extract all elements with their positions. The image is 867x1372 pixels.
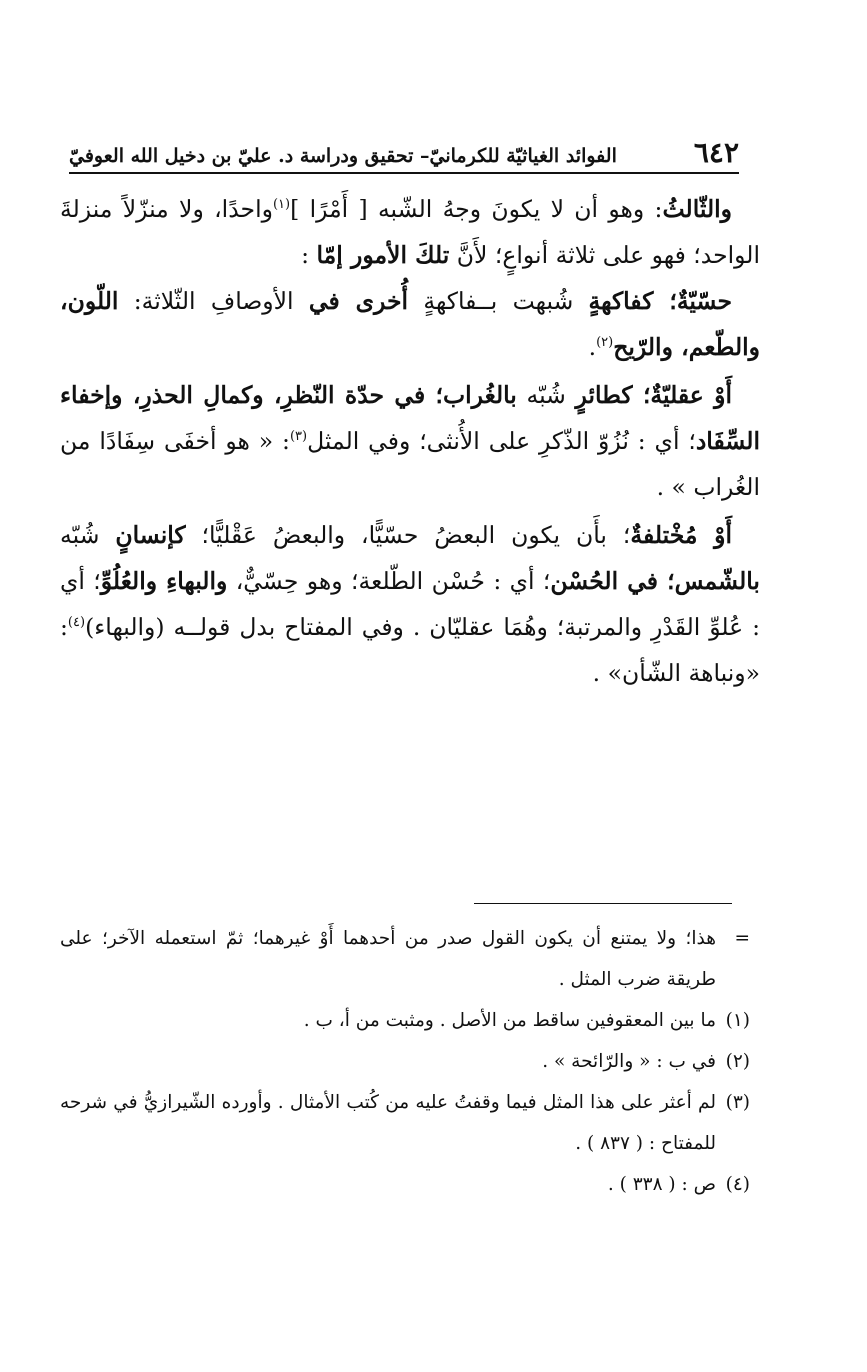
text-span: : «ونباهة الشّأن» . bbox=[60, 613, 760, 687]
footnote-ref-2[interactable]: (٢) bbox=[596, 335, 614, 351]
bold-span: اللّون، والطّعم، والرّيح bbox=[60, 287, 760, 361]
term-mixed: أَوْ مُخْتلفةٌ bbox=[630, 521, 732, 549]
text-span: ؛ بأَن يكون البعضُ حسّيًّا، والبعضُ عَقْليًّا؛ bbox=[185, 521, 631, 549]
footnote-marker: (٢) bbox=[725, 1051, 750, 1072]
main-text bbox=[60, 186, 760, 696]
footnote-continued bbox=[60, 918, 750, 1000]
text-span: : bbox=[301, 241, 317, 269]
footnote-1 bbox=[60, 1000, 750, 1041]
text-span: : « هو أخفَى سِفَادًا من الغُراب » . bbox=[60, 427, 760, 501]
bold-span: أُخرى في bbox=[308, 287, 409, 315]
footnote-text: ما بين المعقوفين ساقط من الأصل . ومثبت من أ، ب . bbox=[303, 1010, 716, 1031]
footnote-4 bbox=[60, 1164, 750, 1205]
footnote-marker: (١) bbox=[725, 1010, 750, 1031]
footnote-ref-3[interactable]: (٣) bbox=[289, 429, 308, 445]
paragraph-sensory bbox=[60, 278, 760, 370]
text-span: الأوصافِ الثّلاثة: bbox=[118, 287, 309, 315]
footnote-marker: = bbox=[734, 928, 750, 949]
footnote-text: ص : ( ٣٣٨ ) . bbox=[607, 1174, 716, 1195]
running-title: الفوائد الغياثيّة للكرمانيّ– تحقيق ودراسة د. عليّ بن دخيل الله العوفيّ bbox=[69, 145, 617, 167]
footnote-separator bbox=[474, 903, 732, 904]
paragraph-rational bbox=[60, 372, 760, 510]
footnote-ref-1[interactable]: (١) bbox=[272, 197, 291, 213]
footnote-2 bbox=[60, 1041, 750, 1082]
footnote-text: هذا؛ ولا يمتنع أن يكون القول صدر من أحدهما أَوْ غيرهما؛ ثمّ استعمله الآخر؛ على طريقة ضرب المثل . bbox=[60, 928, 716, 990]
bold-span: والبهاءِ والعُلُوِّ bbox=[100, 567, 228, 595]
bold-span: بالغُراب؛ في حدّة النّظرِ، وكمالِ الحذرِ، وإخفاء السِّفَاد bbox=[60, 381, 760, 455]
text-span: ؛ أي : نُزُوّ الذّكرِ على الأُنثى؛ وفي المثل bbox=[307, 427, 696, 455]
paragraph-mixed bbox=[60, 512, 760, 696]
footnote-ref-4[interactable]: (٤) bbox=[67, 615, 86, 631]
text-span: واحدًا، ولا منزّلاً منزلةَ الواحد؛ فهو على ثلاثة أنواعٍ؛ لأَنَّ bbox=[60, 195, 760, 269]
text-span: . bbox=[588, 333, 597, 361]
bold-span: تلكَ الأمور إمّا bbox=[316, 241, 450, 269]
text-span: ؛ أي : حُسْن الطّلعة؛ وهو حِسّيٌّ، bbox=[227, 567, 551, 595]
term-sensory: حسّيّةٌ؛ كفاكهةٍ bbox=[588, 287, 733, 315]
bold-span: كإنسانٍ bbox=[115, 521, 186, 549]
text-span: شُبّه bbox=[60, 521, 116, 549]
term-third: والثّالثُ bbox=[662, 195, 733, 223]
term-rational: أَوْ عقليّةٌ؛ كطائرٍ bbox=[575, 381, 733, 409]
bold-span: بالشّمس؛ في الحُسْن bbox=[550, 567, 760, 595]
page-header bbox=[69, 128, 739, 174]
footnote-marker: (٤) bbox=[725, 1174, 750, 1195]
footnote-marker: (٣) bbox=[725, 1092, 750, 1113]
footnote-text: لم أعثر على هذا المثل فيما وقفتُ عليه من كُتب الأمثال . وأورده الشّيرازيُّ في شرحه للمفتاح : ( ٨٣٧ ) . bbox=[60, 1092, 716, 1154]
footnote-text: في ب : « والرّائحة » . bbox=[542, 1051, 716, 1072]
text-span: شُبّه bbox=[516, 381, 576, 409]
text-span: شُبهت بــفاكهةٍ bbox=[408, 287, 589, 315]
text-span: ؛ أي : عُلوِّ القَدْرِ والمرتبة؛ وهُمَا عقليّان . وفي المفتاح بدل قولــه (والبهاء) bbox=[60, 567, 760, 641]
text-span: : وهو أن لا يكونَ وجهُ الشّبه [ أَمْرًا ] bbox=[290, 195, 663, 223]
footnotes bbox=[60, 918, 750, 1205]
page-number: ٦٤٢ bbox=[693, 136, 739, 169]
footnote-3 bbox=[60, 1082, 750, 1164]
paragraph-third-type bbox=[60, 186, 760, 278]
